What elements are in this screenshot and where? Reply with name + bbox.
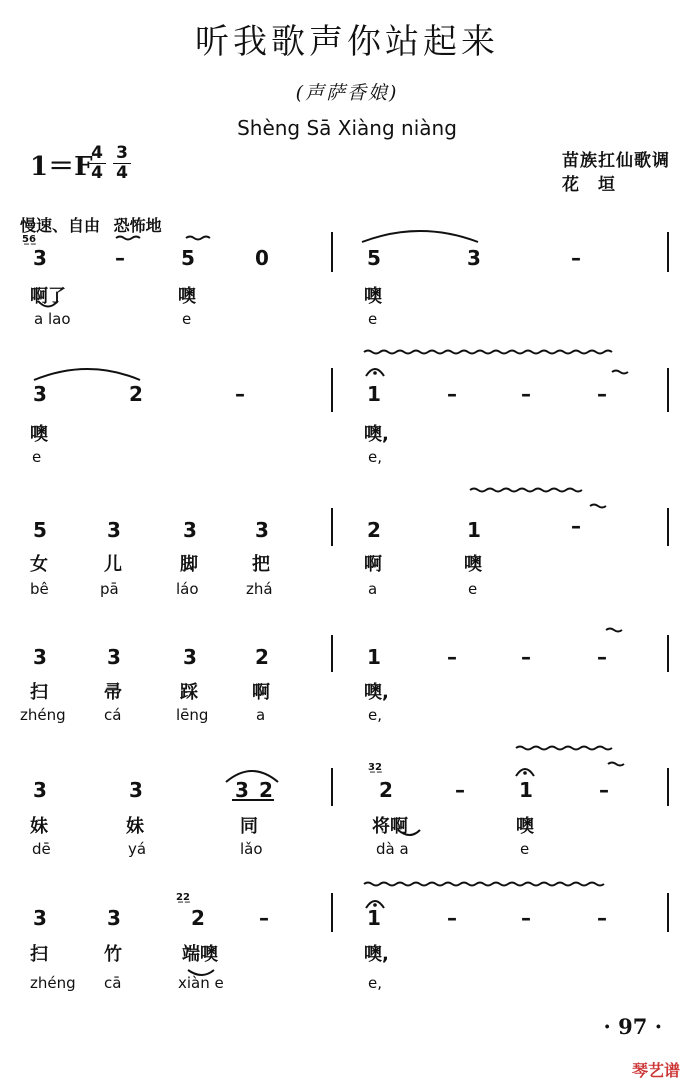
note-dash: – xyxy=(455,778,465,802)
note-dash: – xyxy=(571,514,581,538)
note: 0 xyxy=(255,246,269,270)
note-dash: – xyxy=(521,645,531,669)
note: 3 xyxy=(33,906,47,930)
pinyin: a xyxy=(368,580,378,598)
lyric: 噢 xyxy=(178,286,196,307)
lyric: 噢, xyxy=(364,944,389,965)
lyric: 女 xyxy=(30,554,48,575)
lyric: 噢, xyxy=(364,682,389,703)
lyric: 同 xyxy=(240,816,258,837)
pinyin: e, xyxy=(368,448,382,466)
note-dash: – xyxy=(235,382,245,406)
note-dash: – xyxy=(259,906,269,930)
note: 3 xyxy=(33,246,47,270)
pinyin: e, xyxy=(368,706,382,724)
lyric: 噢 xyxy=(364,286,382,307)
lyric: 噢 xyxy=(464,554,482,575)
pinyin-title: Shèng Sā Xiàng niàng xyxy=(237,116,457,140)
note-dash: – xyxy=(597,382,607,406)
lyric: 妹 xyxy=(126,816,144,837)
pinyin: lǎo xyxy=(240,840,263,858)
watermark-logo: 琴艺谱 xyxy=(631,1061,680,1080)
note-dash: – xyxy=(521,906,531,930)
time-signature-2: 3 4 xyxy=(113,144,131,183)
note: 1 xyxy=(367,382,381,406)
lyric: 啊 xyxy=(364,554,382,575)
note: 3 xyxy=(33,645,47,669)
note: 2 xyxy=(191,906,205,930)
note: 1 xyxy=(467,518,481,542)
pinyin: xiàn e xyxy=(178,974,224,992)
pinyin: bê xyxy=(30,580,49,598)
lyric: 把 xyxy=(252,554,270,575)
note: 3 xyxy=(107,645,121,669)
page-title: 听我歌声你站起来 xyxy=(195,22,499,62)
note: 1 xyxy=(367,645,381,669)
note-dash: – xyxy=(597,645,607,669)
pinyin: cá xyxy=(104,706,122,724)
lyric: 将啊 xyxy=(372,816,408,837)
pinyin: a lao xyxy=(34,310,71,328)
page-number: · 97 · xyxy=(603,1014,662,1039)
note: 3 xyxy=(183,518,197,542)
lyric: 脚 xyxy=(180,554,198,575)
lyric: 扫 xyxy=(30,682,48,703)
pinyin: cā xyxy=(104,974,122,992)
pinyin: zhéng xyxy=(30,974,76,992)
note-dash: – xyxy=(599,778,609,802)
note-dash: – xyxy=(571,246,581,270)
note: 3 xyxy=(183,645,197,669)
lyric: 端噢 xyxy=(182,944,218,965)
grace-note-2: 3̲2̲ xyxy=(368,762,382,773)
note: 1 xyxy=(367,906,381,930)
note: 2 xyxy=(259,778,273,802)
note: 3 xyxy=(235,778,249,802)
grace-note-1: 5̲6̲ xyxy=(22,234,36,245)
pinyin: zhéng xyxy=(20,706,66,724)
pinyin: e xyxy=(182,310,192,328)
pinyin: dà a xyxy=(376,840,409,858)
lyric: 扫 xyxy=(30,944,48,965)
author-label: 花 垣 xyxy=(562,175,616,195)
expression-text: 恐怖地 xyxy=(113,216,162,235)
note: 2 xyxy=(379,778,393,802)
pinyin: e xyxy=(520,840,530,858)
source-label: 苗族扛仙歌调 xyxy=(562,151,670,171)
note-dash: – xyxy=(447,906,457,930)
note-dash: – xyxy=(597,906,607,930)
note: 5 xyxy=(367,246,381,270)
lyric: 儿 xyxy=(104,554,122,575)
key-signature: 1＝F xyxy=(30,152,93,182)
note: 3 xyxy=(107,518,121,542)
pinyin: lēng xyxy=(176,706,209,724)
tempo-text: 慢速、自由 xyxy=(20,216,101,235)
note: 3 xyxy=(467,246,481,270)
lyric: 妹 xyxy=(30,816,48,837)
pinyin: láo xyxy=(176,580,199,598)
note-dash: – xyxy=(447,382,457,406)
pinyin: a xyxy=(256,706,266,724)
pinyin: dē xyxy=(32,840,51,858)
pinyin: e, xyxy=(368,974,382,992)
pinyin: zhá xyxy=(246,580,273,598)
lyric: 竹 xyxy=(104,944,122,965)
time-signature-1: 4 4 xyxy=(88,144,106,183)
pinyin: pā xyxy=(100,580,119,598)
note: 2 xyxy=(255,645,269,669)
note: 3 xyxy=(33,382,47,406)
note: 2 xyxy=(367,518,381,542)
lyric: 踩 xyxy=(180,682,198,703)
pinyin: e xyxy=(32,448,42,466)
note: 2 xyxy=(129,382,143,406)
note: 3 xyxy=(255,518,269,542)
note-dash: – xyxy=(115,246,125,270)
pinyin: e xyxy=(368,310,378,328)
note: 5 xyxy=(181,246,195,270)
lyric: 帚 xyxy=(104,682,122,703)
lyric: 噢 xyxy=(516,816,534,837)
grace-note-3: 2̲2̲ xyxy=(176,892,190,903)
note: 1 xyxy=(519,778,533,802)
note: 3 xyxy=(33,778,47,802)
lyric: 噢, xyxy=(364,424,389,445)
pinyin: e xyxy=(468,580,478,598)
lyric: 噢 xyxy=(30,424,48,445)
pinyin: yá xyxy=(128,840,147,858)
subtitle: (声萨香娘) xyxy=(295,82,399,104)
note-dash: – xyxy=(447,645,457,669)
note: 3 xyxy=(129,778,143,802)
lyric: 啊 xyxy=(252,682,270,703)
note-dash: – xyxy=(521,382,531,406)
note: 5 xyxy=(33,518,47,542)
lyric: 啊了 xyxy=(30,286,66,307)
note: 3 xyxy=(107,906,121,930)
